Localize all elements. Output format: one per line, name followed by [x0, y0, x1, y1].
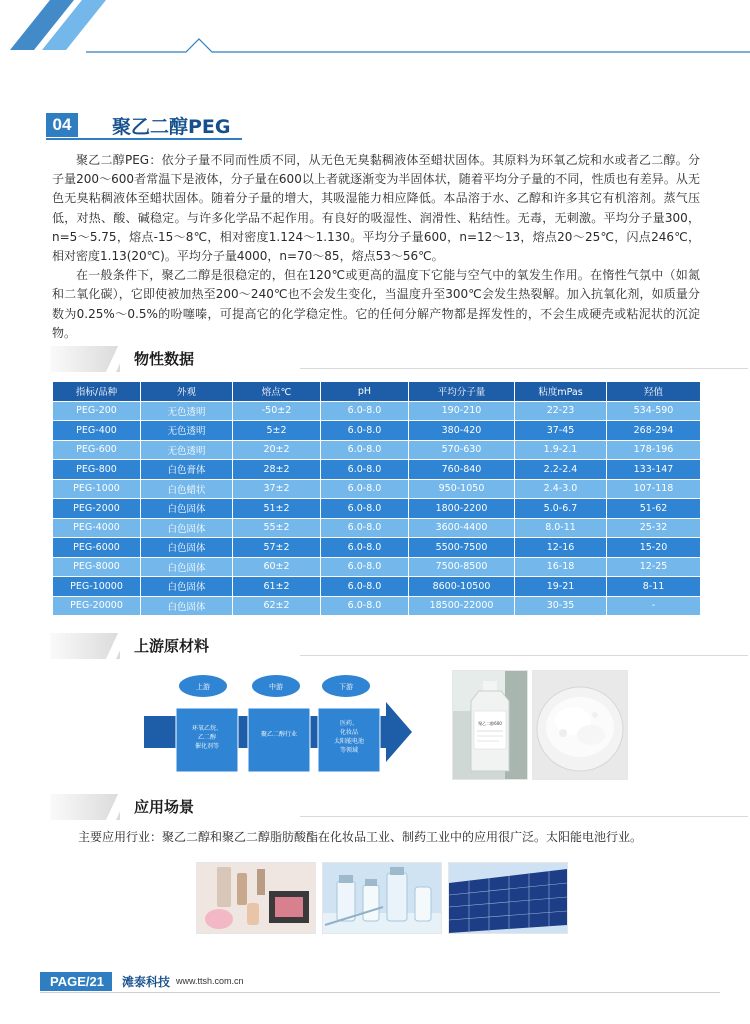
company-name: 滩泰科技: [121, 974, 170, 989]
application-heading: [50, 794, 690, 820]
stage-content: 等领域: [339, 747, 359, 754]
table-row: [53, 596, 701, 616]
website-link[interactable]: www.ttsh.com.cn: [175, 976, 244, 986]
table-cell: 55±2: [233, 518, 321, 538]
table-cell: 6.0-8.0: [321, 538, 409, 558]
table-cell: 6.0-8.0: [321, 479, 409, 499]
table-cell: 60±2: [233, 557, 321, 577]
table-cell: -50±2: [233, 401, 321, 421]
table-cell: PEG-8000: [53, 557, 141, 577]
table-cell: 6.0-8.0: [321, 440, 409, 460]
solar-panel-image: [448, 862, 568, 934]
table-cell: 15-20: [607, 538, 701, 558]
page-number: PAGE/21: [40, 972, 112, 991]
table-cell: 白色膏体: [141, 460, 233, 480]
stage-content: 环氧乙烷、: [191, 725, 223, 732]
table-cell: 6.0-8.0: [321, 460, 409, 480]
column-header: 平均分子量: [409, 382, 515, 402]
table-cell: 无色透明: [141, 440, 233, 460]
column-header: 指标/品种: [53, 382, 141, 402]
peg-bottle-image: [452, 670, 528, 780]
midstream-box: [248, 708, 310, 772]
table-cell: 3600-4400: [409, 518, 515, 538]
stage-content: 太阳能电池: [333, 738, 365, 745]
table-cell: 950-1050: [409, 479, 515, 499]
application-text: 主要应用行业：聚乙二醇和聚乙二醇脂肪酸酯在化妆品工业、制药工业中的应用很广泛。太阳能电池行业。: [78, 830, 643, 844]
table-cell: 51±2: [233, 499, 321, 519]
table-cell: PEG-10000: [53, 577, 141, 597]
table-row: [53, 421, 701, 441]
table-cell: 6.0-8.0: [321, 421, 409, 441]
table-cell: 6.0-8.0: [321, 557, 409, 577]
table-row: [53, 401, 701, 421]
stage-content: 乙二醇: [197, 734, 217, 741]
table-row: [53, 577, 701, 597]
table-cell: 25-32: [607, 518, 701, 538]
table-cell: PEG-800: [53, 460, 141, 480]
table-cell: PEG-200: [53, 401, 141, 421]
table-cell: 534-590: [607, 401, 701, 421]
table-cell: 22-23: [515, 401, 607, 421]
table-cell: 133-147: [607, 460, 701, 480]
table-cell: 8.0-11: [515, 518, 607, 538]
table-cell: 6.0-8.0: [321, 401, 409, 421]
table-cell: 7500-8500: [409, 557, 515, 577]
table-cell: 6.0-8.0: [321, 518, 409, 538]
table-cell: 6.0-8.0: [321, 596, 409, 616]
footer-divider: [40, 992, 720, 993]
table-cell: 12-25: [607, 557, 701, 577]
table-cell: 8-11: [607, 577, 701, 597]
table-cell: 380-420: [409, 421, 515, 441]
column-header: 熔点℃: [233, 382, 321, 402]
table-cell: 白色固体: [141, 577, 233, 597]
table-cell: 107-118: [607, 479, 701, 499]
table-cell: 570-630: [409, 440, 515, 460]
table-cell: 白色固体: [141, 538, 233, 558]
intro-paragraph-1: 聚乙二醇PEG：依分子量不同而性质不同，从无色无臭黏稠液体至蜡状固体。其原料为环氧乙烷和水或者乙二醇。分子量200～600者常温下是液体，分子量在600以上者就逐渐变为半固体状，随着平均分子量的不同，性质也有差异。从无色无臭粘稠液体至蜡状固体。随着分子量的增大，其吸湿能力相应降低。本品溶于水、乙醇和许多其它有机溶剂。蒸气压低，对热、酸、碱稳定。与许多化学品不起作用。有良好的吸湿性、润滑性、粘结性。无毒，无刺激。平均分子量300，n=5～5.75，熔点-15～8℃，相对密度1.124～1.130。平均分子量600，n=12～13，熔点20～25℃，闪点246℃，相对密度1.13(20℃)。平均分子量4000，n=70～85，熔点53～56℃。: [52, 153, 700, 264]
table-cell: 37-45: [515, 421, 607, 441]
table-header-row: [53, 382, 701, 402]
table-cell: 白色固体: [141, 518, 233, 538]
table-cell: 6.0-8.0: [321, 499, 409, 519]
table-cell: 268-294: [607, 421, 701, 441]
table-cell: 20±2: [233, 440, 321, 460]
column-header: 粘度mPas: [515, 382, 607, 402]
stage-label: 上游: [196, 683, 210, 691]
table-cell: PEG-4000: [53, 518, 141, 538]
table-cell: PEG-1000: [53, 479, 141, 499]
table-cell: 2.4-3.0: [515, 479, 607, 499]
table-cell: 190-210: [409, 401, 515, 421]
table-cell: 62±2: [233, 596, 321, 616]
table-cell: 白色固体: [141, 557, 233, 577]
stage-content: 催化剂等: [194, 743, 220, 750]
table-cell: -: [607, 596, 701, 616]
table-cell: 8600-10500: [409, 577, 515, 597]
table-cell: 白色固体: [141, 499, 233, 519]
upstream-heading: [50, 633, 690, 659]
stage-content: 医药、: [339, 720, 359, 727]
table-cell: 760-840: [409, 460, 515, 480]
stage-label: 下游: [339, 683, 353, 691]
table-row: [53, 518, 701, 538]
table-row: [53, 499, 701, 519]
intro-paragraph-2: 在一般条件下，聚乙二醇是很稳定的，但在120℃或更高的温度下它能与空气中的氧发生作用。在惰性气氛中（如氮和二氧化碳），它即使被加热至200～240℃也不会发生变化，当温度升至300℃会发生热裂解。加入抗氧化剂，如质量分数为0.25%～0.5%的吩噻嗪，可提高它的化学稳定性。它的任何分解产物都是挥发性的，不会生成硬壳或粘泥状的沉淀物。: [52, 268, 700, 340]
table-row: [53, 479, 701, 499]
table-cell: 19-21: [515, 577, 607, 597]
table-row: [53, 538, 701, 558]
table-cell: 57±2: [233, 538, 321, 558]
table-cell: 28±2: [233, 460, 321, 480]
column-header: 外观: [141, 382, 233, 402]
table-cell: 2.2-2.4: [515, 460, 607, 480]
supply-chain-diagram: [140, 672, 415, 792]
pharmaceutical-image: [322, 862, 442, 934]
table-cell: 12-16: [515, 538, 607, 558]
table-cell: 白色固体: [141, 596, 233, 616]
table-cell: 30-35: [515, 596, 607, 616]
stage-content: 化妆品: [339, 729, 359, 736]
peg-powder-image: [532, 670, 628, 780]
table-cell: 6.0-8.0: [321, 577, 409, 597]
table-row: [53, 440, 701, 460]
properties-heading-label: 物性数据: [134, 350, 195, 368]
properties-table: [52, 381, 701, 616]
section-title: 聚乙二醇PEG: [112, 115, 231, 138]
upstream-heading-label: 上游原材料: [134, 637, 210, 655]
table-cell: 37±2: [233, 479, 321, 499]
page-footer: [40, 970, 244, 992]
table-body: [53, 401, 701, 616]
table-cell: 16-18: [515, 557, 607, 577]
header-decoration: [0, 0, 750, 70]
stage-content: 聚乙二醇行业: [260, 731, 298, 738]
table-cell: 5500-7500: [409, 538, 515, 558]
intro-text: [52, 151, 700, 343]
table-row: [53, 557, 701, 577]
stage-label: 中游: [269, 683, 283, 691]
bottle-label: 聚乙二醇600: [478, 721, 502, 726]
table-cell: 无色透明: [141, 401, 233, 421]
section-heading: [46, 112, 231, 138]
application-heading-label: 应用场景: [134, 798, 195, 816]
table-cell: 1.9-2.1: [515, 440, 607, 460]
table-row: [53, 460, 701, 480]
table-cell: 5±2: [233, 421, 321, 441]
properties-heading: [50, 346, 690, 372]
table-cell: 无色透明: [141, 421, 233, 441]
section-number: 04: [46, 113, 78, 137]
table-cell: PEG-600: [53, 440, 141, 460]
cosmetics-image: [196, 862, 316, 934]
table-cell: 61±2: [233, 577, 321, 597]
section-underline: [46, 138, 242, 140]
table-cell: 5.0-6.7: [515, 499, 607, 519]
table-cell: 18500-22000: [409, 596, 515, 616]
table-cell: 178-196: [607, 440, 701, 460]
table-cell: 白色蜡状: [141, 479, 233, 499]
table-cell: 51-62: [607, 499, 701, 519]
table-cell: PEG-6000: [53, 538, 141, 558]
table-cell: 1800-2200: [409, 499, 515, 519]
table-cell: PEG-400: [53, 421, 141, 441]
table-cell: PEG-20000: [53, 596, 141, 616]
column-header: 羟值: [607, 382, 701, 402]
column-header: pH: [321, 382, 409, 402]
table-cell: PEG-2000: [53, 499, 141, 519]
